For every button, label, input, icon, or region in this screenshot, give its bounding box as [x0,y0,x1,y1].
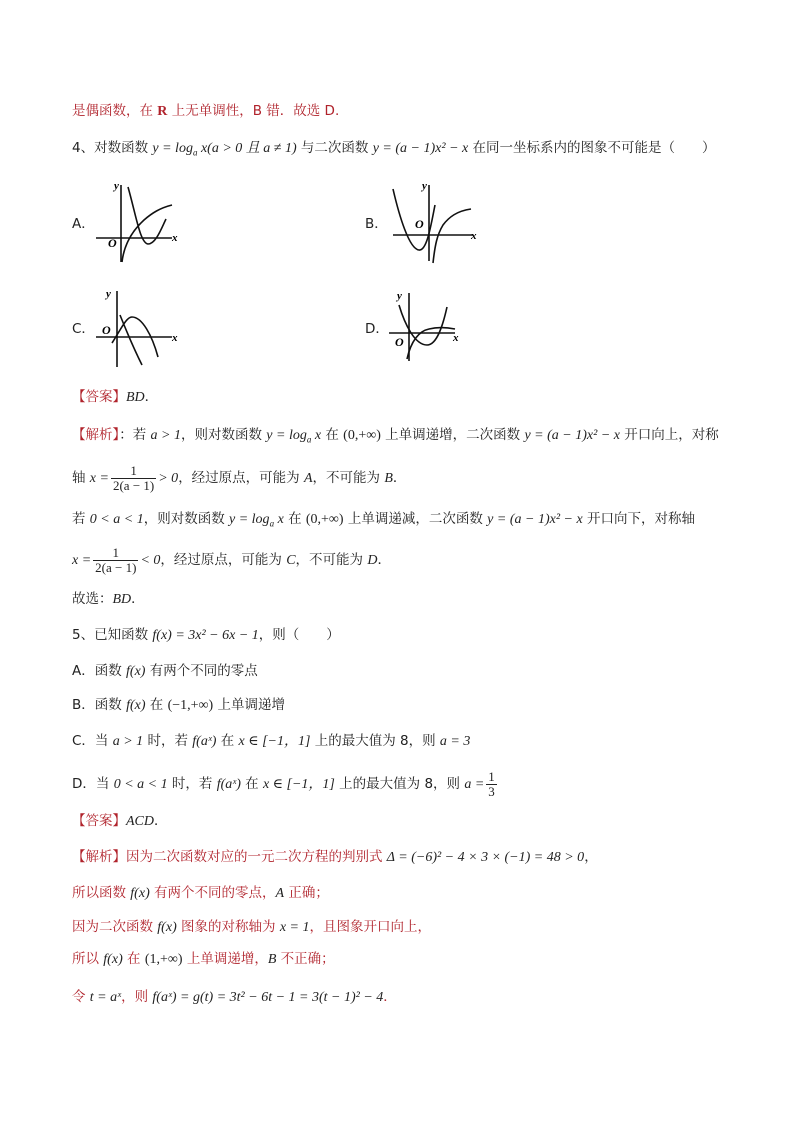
text: ． [131,591,145,607]
text: 有两个不同的零点， [149,885,276,901]
origin-label: O [108,236,117,250]
math: f(aˣ) [216,777,241,792]
question-number: 5、已知函数 [72,627,153,643]
text: ，则对数函数 [143,511,229,527]
text: ． [377,552,391,568]
graph-option-b [385,175,480,265]
graph-option-d [385,285,465,365]
solution-5-line-2 [72,884,329,903]
text: 时，若 [167,776,217,792]
solution-tag: 【解析】 [72,427,120,443]
text: 有两个不同的零点 [145,663,258,679]
math: (1,+∞) [144,952,183,967]
math: y = log [229,512,270,527]
x-axis-label: x [172,332,178,344]
log-base: a [192,147,198,158]
math: B [267,952,277,967]
solution-4-line-2 [72,458,406,499]
text: ，不可能为 [295,552,368,568]
math: f(x) [157,920,177,935]
text: 上单调递增， [182,951,268,967]
text: 时，若 [143,733,193,749]
math: y = (a − 1)x² − x [524,428,620,443]
function-formula: f(x) = 3x² − 6x − 1 [152,628,259,643]
text: 不正确； [276,951,335,967]
text: ，且图象开口向上， [309,919,431,935]
math: f(x) [103,952,123,967]
y-axis-label: y [397,290,402,302]
math: y = log [266,428,307,443]
text: 正确； [284,885,329,901]
math: x ∈ [−1，1] [262,777,335,792]
real-set-symbol: R [157,104,168,119]
origin-label: O [395,335,404,349]
math: 0 < a < 1 [89,512,144,527]
quadratic-formula: y = (a − 1)x² − x [372,141,469,156]
denominator: 3 [488,783,495,799]
x-axis-label: x [172,232,178,244]
text: 在 [122,951,145,967]
math: f(aˣ) [192,734,217,749]
math: f(aˣ) = g(t) = 3t² − 6t − 1 = 3(t − 1)² − 4 [152,990,384,1005]
math: x [311,428,322,443]
punct: ． [154,813,168,829]
fraction [486,770,497,799]
numerator: 1 [488,768,495,784]
text: 轴 [72,470,90,486]
punct: ． [144,389,159,405]
math-sub: a [306,434,312,445]
text: 在 [145,697,168,713]
text: 令 [72,989,90,1005]
text: 上单调递增，二次函数 [380,427,525,443]
text: 因为二次函数 [72,919,158,935]
fraction [111,464,156,493]
answer-value: BD [126,390,145,405]
origin-label: O [415,217,424,231]
text: 开口向上，对称 [619,427,719,443]
text: B．函数 [72,697,127,713]
text: 所以 [72,951,104,967]
question-number: 4、对数函数 [72,140,153,156]
math: Δ = (−6)² − 4 × 3 × (−1) = 48 > 0 [386,850,585,865]
question-4-stem [72,139,716,162]
y-axis-label: y [106,288,111,300]
math: a = [464,777,485,792]
y-axis-label: y [422,180,427,192]
text: ． [383,989,397,1005]
text: 上单调递减，二次函数 [343,511,488,527]
x-axis-label: x [471,230,477,242]
continuation-line [72,102,339,121]
math: x ∈ [−1，1] [238,734,311,749]
math: f(x) [126,698,146,713]
solution-tag: 【解析】 [72,849,126,865]
solution-5-line-5 [72,988,397,1007]
answer-4 [72,388,158,407]
text: C．当 [72,733,113,749]
answer-5 [72,812,168,831]
math: a = 3 [439,734,471,749]
math: (−1,+∞) [167,698,214,713]
denominator: 2(a − 1) [112,477,155,493]
text: 所以函数 [72,885,131,901]
solution-4-line-4 [72,540,391,581]
numerator: 1 [111,464,156,479]
math: (0,+∞) [343,428,381,443]
math: x [274,512,284,527]
text: 因为二次函数对应的一元二次方程的判别式 [126,849,387,865]
math: y = (a − 1)x² − x [487,512,583,527]
solution-5-line-1 [72,848,598,867]
text: ，则对数函数 [181,427,267,443]
text: ：若 [119,427,151,443]
math: A [275,886,285,901]
x-axis-label: x [453,332,459,344]
text: ，经过原点，可能为 [160,552,287,568]
fraction [93,546,138,575]
graph-option-a [92,175,182,265]
text: A．函数 [72,663,127,679]
solution-5-line-4 [72,950,335,969]
math: f(x) [130,886,150,901]
text: 上无单调性，B 错．故选 D. [167,103,340,119]
text: 是偶函数，在 [72,103,158,119]
math: x = [72,553,92,568]
text: 在 [283,511,306,527]
math: BD [112,592,132,607]
option-d-label: D． [365,321,389,337]
text: 在 [216,733,239,749]
math: D [367,553,378,568]
math: B [384,471,393,486]
text: ， [584,849,598,865]
question-5-option-d [72,764,499,805]
text: 开口向下，对称轴 [582,511,695,527]
text: 故选： [72,591,113,607]
graph-option-c [92,285,182,370]
y-axis-label: y [114,180,119,192]
math: f(x) [126,664,146,679]
question-5-option-b [72,696,285,715]
text: D．当 [72,776,114,792]
text: 在 [321,427,344,443]
math: t = aˣ [89,990,122,1005]
solution-5-line-3 [72,918,431,937]
math: 0 < a < 1 [113,777,168,792]
math: a > 1 [112,734,144,749]
text: 上单调递增 [213,697,285,713]
option-c-label: C． [72,321,95,337]
question-5-option-a [72,662,258,681]
math: > 0 [158,471,179,486]
solution-4-line-3 [72,510,695,533]
text: 在同一坐标系内的图象不可能是（ ） [468,140,716,156]
text: ，经过原点，可能为 [178,470,304,486]
answer-tag: 【答案】 [72,389,126,405]
math-sub: a [269,518,275,529]
solution-4-line-1 [72,426,719,449]
denominator: 2(a − 1) [95,559,137,575]
math: A [303,471,313,486]
text: 若 [72,511,90,527]
question-5-stem [72,626,340,645]
answer-value: ACD [126,814,154,829]
math: a > 1 [150,428,181,443]
origin-label: O [102,323,111,337]
math: x = [89,471,109,486]
text: 与二次函数 [296,140,373,156]
option-a-label: A． [72,216,95,232]
numerator: 1 [93,546,138,561]
option-b-label: B． [365,216,388,232]
text: ，则（ ） [258,627,340,643]
math: (0,+∞) [305,512,344,527]
log-condition: x(a > 0 且 a ≠ 1) [197,141,297,156]
answer-tag: 【答案】 [72,813,126,829]
text: ，不可能为 [312,470,385,486]
text: 图象的对称轴为 [176,919,280,935]
text: 在 [240,776,263,792]
question-5-option-c [72,732,470,751]
solution-4-line-5 [72,590,145,609]
math: x = 1 [279,920,310,935]
math: < 0 [140,553,161,568]
text: 上的最大值为 8，则 [310,733,440,749]
text: ． [392,470,407,486]
text: 上的最大值为 8，则 [334,776,465,792]
text: ，则 [121,989,153,1005]
log-function-formula: y = log [152,141,193,156]
math: C [286,553,296,568]
